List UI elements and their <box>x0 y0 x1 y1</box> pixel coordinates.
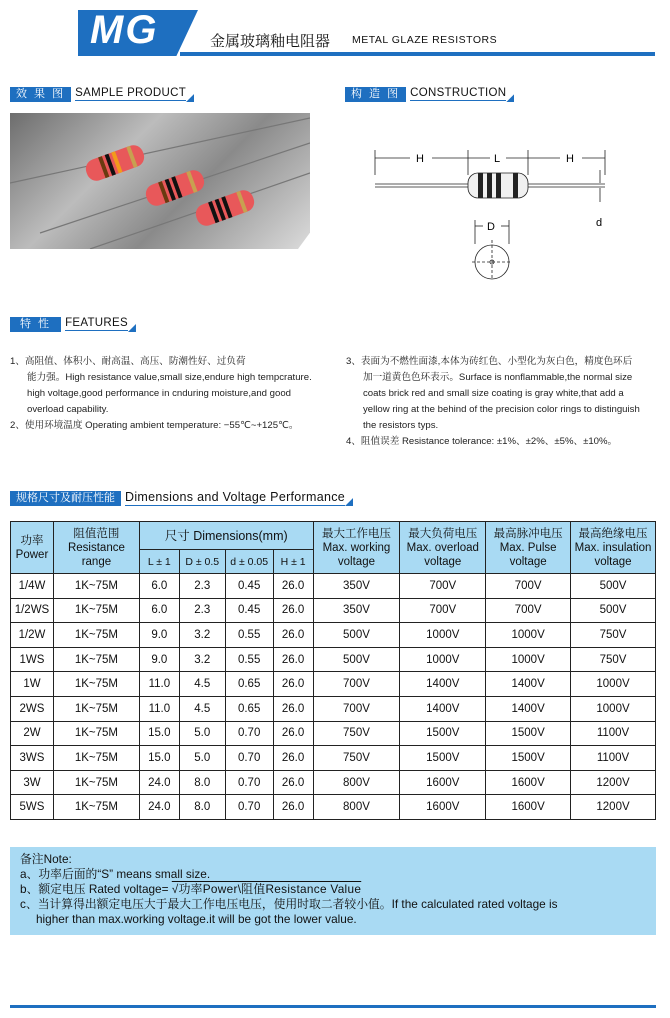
table-row <box>11 795 656 820</box>
table-cell: 26.0 <box>273 721 313 746</box>
feature-3-line-2: 加一道黄色色环表示。Surface is nonflammable,the normal size <box>363 372 633 383</box>
title-en: METAL GLAZE RESISTORS <box>352 34 498 46</box>
dimensions-tag-cn: 规格尺寸及耐压性能 <box>10 491 121 506</box>
table-cell: 1400V <box>400 672 486 697</box>
construction-section-tag <box>345 86 514 102</box>
header-power <box>11 522 54 574</box>
table-cell: 1500V <box>486 746 571 771</box>
table-row <box>11 574 656 599</box>
page-header <box>0 0 670 58</box>
dim-label-h-right: H <box>566 153 574 165</box>
table-cell: 0.65 <box>225 696 273 721</box>
features-tag-en: FEATURES <box>65 317 128 329</box>
header-resistance <box>53 522 139 574</box>
table-cell: 1200V <box>571 795 656 820</box>
table-cell: 3.2 <box>179 647 225 672</box>
table-cell: 350V <box>313 574 400 599</box>
table-cell: 0.65 <box>225 672 273 697</box>
table-cell: 1400V <box>486 696 571 721</box>
table-cell: 1000V <box>486 647 571 672</box>
table-body <box>11 574 656 820</box>
table-row <box>11 672 656 697</box>
title-cn: 金属玻璃釉电阻器 <box>210 33 331 50</box>
table-cell: 5.0 <box>179 746 225 771</box>
feature-2: 2、使用环境温度 Operating ambient temperature: −55℃~+125℃。 <box>10 420 299 431</box>
table-cell: 800V <box>313 770 400 795</box>
table-cell: 26.0 <box>273 574 313 599</box>
table-cell: 500V <box>571 574 656 599</box>
dimensions-tag-en: Dimensions and Voltage Performance <box>125 490 346 504</box>
table-cell: 26.0 <box>273 672 313 697</box>
table-cell: 26.0 <box>273 770 313 795</box>
features-left-column <box>10 354 340 434</box>
table-cell: 700V <box>486 574 571 599</box>
table-row <box>11 721 656 746</box>
table-cell: 3WS <box>11 746 54 771</box>
table-cell: 1K~75M <box>53 770 139 795</box>
table-cell: 350V <box>313 598 400 623</box>
table-cell: 4.5 <box>179 696 225 721</box>
header-max-working <box>313 522 400 574</box>
table-cell: 750V <box>313 721 400 746</box>
table-cell: 1400V <box>486 672 571 697</box>
table-cell: 26.0 <box>273 647 313 672</box>
header-max-overload <box>400 522 486 574</box>
dim-label-d-body: D <box>487 221 495 233</box>
table-cell: 6.0 <box>139 574 179 599</box>
feature-1-line-3: high voltage,good performance in cnduring moisture,and good <box>27 388 292 399</box>
table-cell: 1600V <box>400 795 486 820</box>
table-cell: 1W <box>11 672 54 697</box>
header-res-en2: range <box>81 555 112 568</box>
table-cell: 1K~75M <box>53 746 139 771</box>
table-cell: 1/2WS <box>11 598 54 623</box>
construction-tag-cn: 构 造 图 <box>345 87 406 102</box>
table-cell: 24.0 <box>139 770 179 795</box>
note-b <box>20 882 646 897</box>
table-cell: 1500V <box>400 746 486 771</box>
table-cell: 5.0 <box>179 721 225 746</box>
table-cell: 2.3 <box>179 574 225 599</box>
header-max-insulation <box>571 522 656 574</box>
table-cell: 1100V <box>571 746 656 771</box>
table-cell: 1/2W <box>11 623 54 648</box>
dim-label-h-left: H <box>416 153 424 165</box>
table-cell: 1K~75M <box>53 598 139 623</box>
table-cell: 26.0 <box>273 795 313 820</box>
resistor-3 <box>193 187 257 228</box>
header-h: H ± 1 <box>273 550 313 574</box>
table-cell: 0.45 <box>225 598 273 623</box>
header-res-cn: 阻值范围 <box>73 527 120 540</box>
header-mi-en2: voltage <box>594 555 632 568</box>
dimensions-table <box>10 521 656 820</box>
table-cell: 800V <box>313 795 400 820</box>
header-max-pulse <box>486 522 571 574</box>
table-cell: 2WS <box>11 696 54 721</box>
header-l: L ± 1 <box>139 550 179 574</box>
table-cell: 1600V <box>486 795 571 820</box>
features-tag-cn: 特 性 <box>10 317 61 332</box>
header-mw-en2: voltage <box>337 555 375 568</box>
resistor-photo-illustration <box>10 113 310 249</box>
header-rule <box>180 52 655 56</box>
feature-1-line-1: 1、高阻值、体积小、耐高温、高压、防潮性好、过负荷 <box>10 356 246 367</box>
table-cell: 1500V <box>486 721 571 746</box>
resistor-body-diagram <box>468 173 528 198</box>
tag-tail-icon <box>128 324 136 332</box>
table-cell: 1WS <box>11 647 54 672</box>
header-res-en1: Resistance <box>67 541 125 554</box>
sample-section-tag <box>10 86 194 102</box>
table-cell: 6.0 <box>139 598 179 623</box>
footer-rule <box>10 1005 656 1008</box>
tag-tail-icon <box>506 94 514 102</box>
table-cell: 0.70 <box>225 770 273 795</box>
table-cell: 26.0 <box>273 746 313 771</box>
note-c-line-1: c、当计算得出额定电压大于最大工作电压电压，使用时取二者较小值。If the calculated rated voltage is <box>20 897 558 911</box>
table-cell: 0.70 <box>225 746 273 771</box>
table-cell: 0.45 <box>225 574 273 599</box>
header-d-small: d ± 0.05 <box>225 550 273 574</box>
table-cell: 11.0 <box>139 696 179 721</box>
feature-3-line-3: coats brick red and small size coating is gray white,that add a <box>363 388 624 399</box>
table-cell: 700V <box>400 598 486 623</box>
table-cell: 1100V <box>571 721 656 746</box>
table-cell: 26.0 <box>273 598 313 623</box>
table-cell: 2.3 <box>179 598 225 623</box>
table-cell: 8.0 <box>179 770 225 795</box>
table-cell: 9.0 <box>139 623 179 648</box>
table-cell: 1000V <box>400 647 486 672</box>
note-box <box>10 847 656 935</box>
table-cell: 26.0 <box>273 623 313 648</box>
table-cell: 15.0 <box>139 746 179 771</box>
table-row <box>11 647 656 672</box>
table-cell: 1200V <box>571 770 656 795</box>
table-cell: 15.0 <box>139 721 179 746</box>
table-cell: 2W <box>11 721 54 746</box>
table-cell: 750V <box>571 647 656 672</box>
feature-3-line-1: 3、表面为不燃性面漆,本体为砖红色、小型化为灰白色，精度色环后 <box>346 356 633 367</box>
header-mw-cn: 最大工作电压 <box>321 527 391 540</box>
header-power-cn: 功率 <box>20 534 44 547</box>
table-cell: 1000V <box>571 672 656 697</box>
table-cell: 750V <box>313 746 400 771</box>
feature-3-line-5: the resistors typs. <box>363 420 439 431</box>
table-cell: 1K~75M <box>53 574 139 599</box>
table-cell: 1500V <box>400 721 486 746</box>
tag-tail-icon <box>345 498 353 506</box>
table-cell: 700V <box>486 598 571 623</box>
resistor-1 <box>83 142 147 183</box>
table-cell: 1K~75M <box>53 795 139 820</box>
table-cell: 1400V <box>400 696 486 721</box>
table-cell: 1000V <box>486 623 571 648</box>
dim-label-l: L <box>494 153 501 165</box>
table-cell: 500V <box>313 623 400 648</box>
table-cell: 1K~75M <box>53 623 139 648</box>
header-mi-cn: 最高绝缘电压 <box>578 527 648 540</box>
note-c-line-2: higher than max.working voltage.it will be got the lower value. <box>36 912 357 926</box>
table-cell: 0.55 <box>225 623 273 648</box>
table-cell: 1600V <box>486 770 571 795</box>
header-mp-cn: 最高脉冲电压 <box>493 527 563 540</box>
table-cell: 5WS <box>11 795 54 820</box>
table-cell: 500V <box>571 598 656 623</box>
table-cell: 500V <box>313 647 400 672</box>
header-d-big: D ± 0.5 <box>179 550 225 574</box>
features-right-column <box>346 354 660 450</box>
header-mo-en1: Max. overload <box>406 541 479 554</box>
table-cell: 8.0 <box>179 795 225 820</box>
table-cell: 3W <box>11 770 54 795</box>
note-b-formula: √功率Power\阻值Resistance Value <box>171 882 362 896</box>
table-cell: 9.0 <box>139 647 179 672</box>
table-cell: 0.70 <box>225 795 273 820</box>
dimensions-section-tag <box>10 490 353 506</box>
feature-1-line-4: overload capability. <box>27 404 109 415</box>
tag-tail-icon <box>186 94 194 102</box>
table-cell: 1K~75M <box>53 672 139 697</box>
table-cell: 26.0 <box>273 696 313 721</box>
construction-tag-en: CONSTRUCTION <box>410 87 507 99</box>
table-cell: 700V <box>313 696 400 721</box>
header-mp-en2: voltage <box>509 555 547 568</box>
note-title: 备注Note: <box>20 852 72 866</box>
feature-3-line-4: yellow ring at the behind of the precision color rings to distinguish <box>363 404 640 415</box>
table-cell: 700V <box>313 672 400 697</box>
table-cell: 11.0 <box>139 672 179 697</box>
table-cell: 24.0 <box>139 795 179 820</box>
feature-4: 4、阻值误差 Resistance tolerance: ±1%、±2%、±5%、±10%。 <box>346 436 618 447</box>
table-cell: 0.70 <box>225 721 273 746</box>
sample-tag-cn: 效 果 图 <box>10 87 71 102</box>
header-mi-en1: Max. insulation <box>574 541 652 554</box>
table-cell: 1000V <box>571 696 656 721</box>
table-cell: 700V <box>400 574 486 599</box>
dim-label-d-lead: d <box>596 217 603 229</box>
header-mo-en2: voltage <box>424 555 462 568</box>
table-row <box>11 598 656 623</box>
table-cell: 1000V <box>400 623 486 648</box>
table-row <box>11 746 656 771</box>
features-section-tag <box>10 316 136 332</box>
table-cell: 0.55 <box>225 647 273 672</box>
header-mp-en1: Max. Pulse <box>499 541 557 554</box>
table-row <box>11 770 656 795</box>
product-code: MG <box>90 8 159 52</box>
header-mo-cn: 最大负荷电压 <box>408 527 478 540</box>
table-cell: 1K~75M <box>53 696 139 721</box>
note-b-prefix: b、额定电压 Rated voltage= <box>20 882 172 896</box>
header-power-en: Power <box>15 548 49 561</box>
table-row <box>11 696 656 721</box>
note-a: a、功率后面的“S” means small size. <box>20 867 211 881</box>
table-cell: 1K~75M <box>53 721 139 746</box>
resistor-2 <box>143 167 207 208</box>
construction-diagram <box>360 140 640 280</box>
table-row <box>11 623 656 648</box>
table-cell: 1K~75M <box>53 647 139 672</box>
header-mw-en1: Max. working <box>322 541 391 554</box>
table-cell: 3.2 <box>179 623 225 648</box>
table-cell: 4.5 <box>179 672 225 697</box>
sample-tag-en: SAMPLE PRODUCT <box>75 87 187 99</box>
table-cell: 750V <box>571 623 656 648</box>
table-cell: 1600V <box>400 770 486 795</box>
feature-1-line-2: 能力强。High resistance value,small size,endure high tempcrature. <box>27 372 312 383</box>
sample-product-photo <box>10 113 310 249</box>
header-dimensions: 尺寸 Dimensions(mm) <box>139 522 313 550</box>
table-cell: 1/4W <box>11 574 54 599</box>
